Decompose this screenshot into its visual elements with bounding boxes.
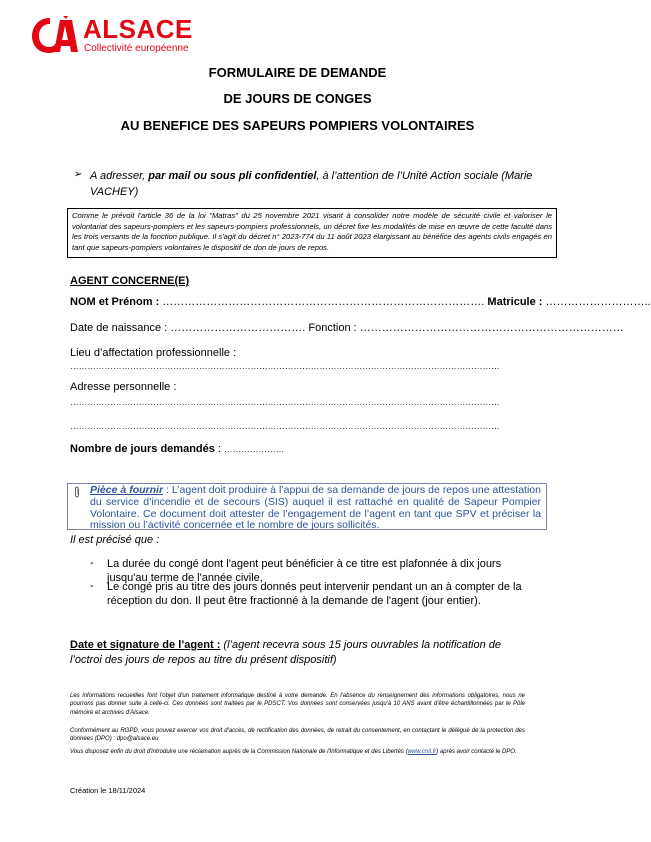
naissance-label: Date de naissance :	[70, 322, 171, 334]
jours-row	[70, 442, 284, 456]
creation-date: Création le 18/11/2024	[70, 786, 146, 795]
logo-subtitle: Collectivité européenne	[84, 43, 189, 54]
jours-field[interactable]: …………………	[224, 444, 285, 454]
signature-block	[70, 638, 530, 667]
naissance-field[interactable]: ……………………………….	[170, 322, 306, 334]
fonction-field[interactable]: ………………………………………………………………	[359, 322, 624, 334]
paperclip-icon	[73, 486, 81, 501]
precise-item-1: La durée du congé dont l'agent peut bénéficier à ce titre est plafonnée à dix jours jusqu'au terme de l'année civile,	[107, 558, 502, 585]
agent-section-heading: AGENT CONCERNE(E)	[70, 275, 190, 287]
arrow-bullet-icon: ➢	[74, 169, 83, 180]
adresse-label: Adresse personnelle :	[70, 381, 177, 393]
dash-bullet-icon: -	[90, 580, 94, 592]
nom-field[interactable]: …………………………………………………………………………….	[162, 296, 485, 308]
matricule-label: Matricule :	[484, 296, 546, 308]
naissance-row	[70, 321, 624, 335]
matricule-field[interactable]: ………………………..	[545, 296, 651, 308]
precise-item-2: Le congé pris au titre des jours donnés peut intervenir pendant un an à compter de la réception du don. Il peut être fractionné à la demande de l'agent (jour entier).	[107, 581, 522, 608]
fonction-label: Fonction :	[305, 322, 360, 334]
form-title-line1: FORMULAIRE DE DEMANDE	[208, 65, 387, 80]
dash-bullet-icon: -	[90, 557, 94, 569]
piece-label: Pièce à fournir	[90, 484, 164, 496]
address-instruction	[90, 168, 570, 200]
piece-a-fournir-box	[67, 483, 547, 530]
form-title-line3: AU BENEFICE DES SAPEURS POMPIERS VOLONTAIRES	[120, 118, 475, 133]
address-bold: par mail ou sous pli confidentiel	[148, 170, 317, 182]
adresse-field-1[interactable]: ……………………………………………………………………………………………………………………………………	[70, 397, 500, 407]
nom-label: NOM et Prénom :	[70, 296, 163, 308]
footer-cnil-notice	[70, 748, 525, 756]
cnil-link[interactable]: www.cnil.fr	[407, 749, 437, 755]
footer-cnil-post: ) après avoir contacté le DPO.	[436, 749, 517, 755]
legal-notice-box: Comme le prévoit l'article 36 de la loi "Matras" du 25 novembre 2021 visant à consolider notre modèle de sécurité civile et valoriser le volontariat des sapeurs-pompiers et les sapeurs-pompiers professionnels, un décret fixe les modalités de mise en œuvre de cette faculté dans les trois versants de la fonction publique. Il s'agit du décret n° 2023-774 du 11 août 2023 élargissant au bénéfice des agents civils engagés en tant que sapeurs-pompiers volontaires le dispositif de don de jours de repos.	[67, 208, 557, 258]
address-prefix: A adresser,	[90, 170, 149, 182]
logo-wordmark: ALSACE	[83, 14, 193, 44]
footer-rgpd-notice: Conformément au RGPD, vous pouvez exercer vos droit d'accès, de rectification des données, de retrait du consentement, en contactant le délégué de la protection des données (DPO) : dpo@alsace.eu	[70, 728, 525, 743]
signature-note: (l’agent recevra sous 15 jours ouvrables la notification de l’octroi des jours de repos au titre du présent dispositif)	[70, 639, 502, 666]
lieu-field[interactable]: ……………………………………………………………………………………………………………………………………	[70, 361, 500, 371]
piece-text: : L’agent doit produire à l’appui de sa demande de jours de repos une attestation du service d’incendie et de secours (SIS) auquel il est rattaché en qualité de Sapeur Pompier Volontaire. Ce document doit attester de l’engagement de l’agent en tant que SPV et préciser la mission ou l’activité concernée et le nombre de jours sollicités.	[90, 484, 541, 532]
nom-row	[70, 295, 651, 309]
jours-label: Nombre de jours demandés	[70, 443, 215, 455]
signature-label: Date et signature de l’agent :	[70, 639, 221, 651]
jours-separator: :	[214, 443, 225, 455]
form-title-line2: DE JOURS DE CONGES	[223, 91, 372, 106]
footer-data-notice: Les informations recueillies font l'objet d'un traitement informatique destiné à votre demande. En l'absence du renseignement des informations obligatoires, nous ne pourrons pas donner suite à celle-ci. Ces données sont traitées par le PDSCT. Vos données sont conservées jusqu'à 10 ANS avant d'être échantillonnées par le Pôle mémoire et archives d'Alsace.	[70, 693, 525, 716]
adresse-field-2[interactable]: ……………………………………………………………………………………………………………………………………	[70, 421, 500, 431]
precise-heading: Il est précisé que :	[70, 534, 160, 546]
lieu-label: Lieu d’affectation professionnelle :	[70, 347, 237, 359]
footer-cnil-pre: Vous disposez enfin du droit d'introduire une réclamation auprès de la Commission Nationale de l'Informatique et des Libertés (	[70, 749, 408, 755]
alsace-logo-icon	[30, 14, 82, 56]
address-suffix: , à l’attention de l’Unité Action sociale (Marie VACHEY)	[90, 170, 533, 198]
